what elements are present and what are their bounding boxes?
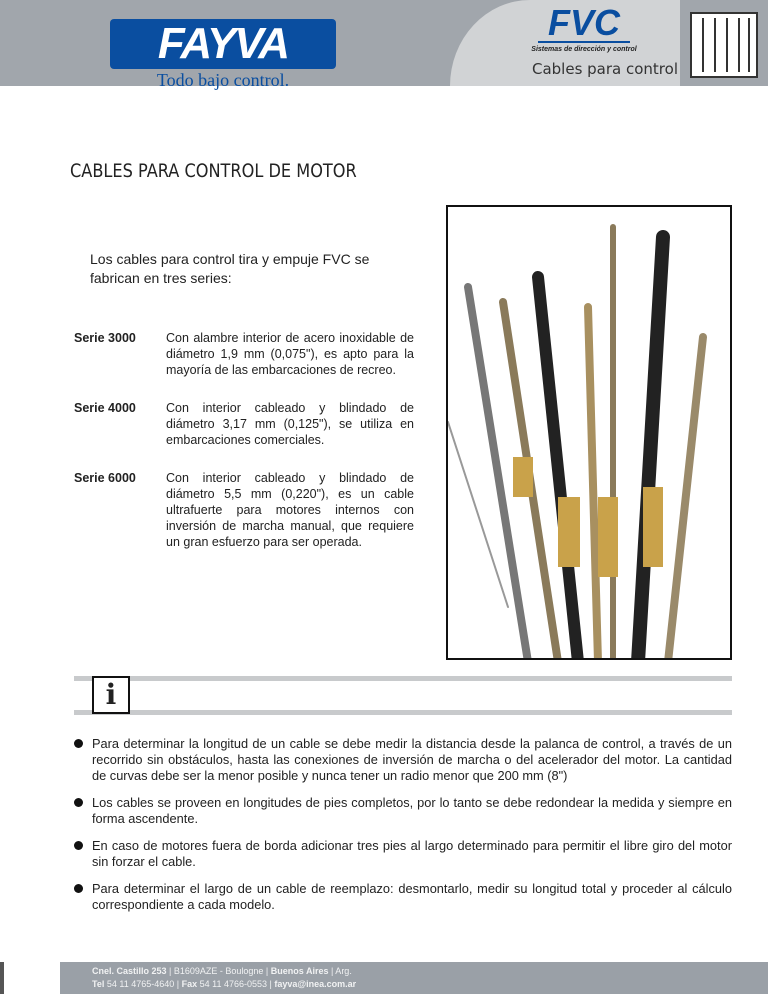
info-bar — [74, 672, 732, 718]
footer-contact: Tel 54 11 4765-4640 | Fax 54 11 4766-0553 | fayva@inea.com.ar — [92, 979, 357, 989]
footer-email[interactable]: fayva@inea.com.ar — [274, 979, 357, 989]
footer-address: Cnel. Castillo 253 | B1609AZE - Boulogne | Buenos Aires | Arg. — [92, 966, 352, 976]
page-title: CABLES PARA CONTROL DE MOTOR — [70, 160, 357, 182]
bullet-icon — [74, 841, 83, 850]
section-label: Cables para control — [531, 60, 678, 78]
edge-mark — [0, 962, 4, 994]
divider — [74, 676, 732, 681]
bullet-icon — [74, 884, 83, 893]
fayva-logo: FAYVA — [110, 19, 336, 69]
info-icon: i — [92, 676, 130, 714]
series-desc: Con interior cableado y blindado de diámetro 3,17 mm (0,125"), se utiliza en embarcaciones comerciales. — [166, 401, 414, 447]
series-row — [74, 330, 414, 378]
bullet-list — [74, 736, 732, 924]
series-desc: Con alambre interior de acero inoxidable de diámetro 1,9 mm (0,075"), es apto para la mayoría de las embarcaciones de recreo. — [166, 331, 414, 377]
series-name: Serie 6000 — [74, 471, 136, 485]
slogan: Todo bajo control. — [156, 70, 290, 90]
bullet-item — [74, 736, 732, 784]
footer — [60, 962, 768, 994]
bullet-text: En caso de motores fuera de borda adicionar tres pies al largo determinado para permitir el libre giro del motor sin forzar el cable. — [92, 838, 732, 869]
bullet-text: Los cables se proveen en longitudes de pies completos, por lo tanto se debe redondear la medida y siempre en forma ascendente. — [92, 795, 732, 826]
bullet-item — [74, 795, 732, 827]
series-desc: Con interior cableado y blindado de diámetro 5,5 mm (0,220"), es un cable ultrafuerte para motores internos con inversión de marcha manual, que requiere un gran esfuerzo para ser operada. — [166, 471, 414, 549]
bullet-text: Para determinar el largo de un cable de reemplazo: desmontarlo, medir su longitud total y proceder al cálculo correspondiente a cada modelo. — [92, 881, 732, 912]
bullet-item — [74, 838, 732, 870]
series-list — [74, 330, 414, 572]
bullet-item — [74, 881, 732, 913]
fvc-tagline: Sistemas de dirección y control — [531, 46, 637, 53]
bullet-text: Para determinar la longitud de un cable se debe medir la distancia desde la palanca de control, a través de un recorrido sin obstáculos, hasta las conexiones de inversión de marcha o del acelerador del motor. La cantidad de curvas debe ser la menor posible y nunca tener un radio menor que 200 mm (8") — [92, 736, 732, 783]
bullet-icon — [74, 798, 83, 807]
series-name: Serie 4000 — [74, 401, 136, 415]
series-row — [74, 470, 414, 550]
cables-thumbnail-icon — [690, 12, 758, 78]
series-row — [74, 400, 414, 448]
series-name: Serie 3000 — [74, 331, 136, 345]
cables-photo — [446, 205, 732, 660]
intro-text: Los cables para control tira y empuje FVC se fabrican en tres series: — [90, 251, 370, 286]
bullet-icon — [74, 739, 83, 748]
fvc-logo: FVC — [538, 5, 630, 43]
divider — [74, 710, 732, 715]
